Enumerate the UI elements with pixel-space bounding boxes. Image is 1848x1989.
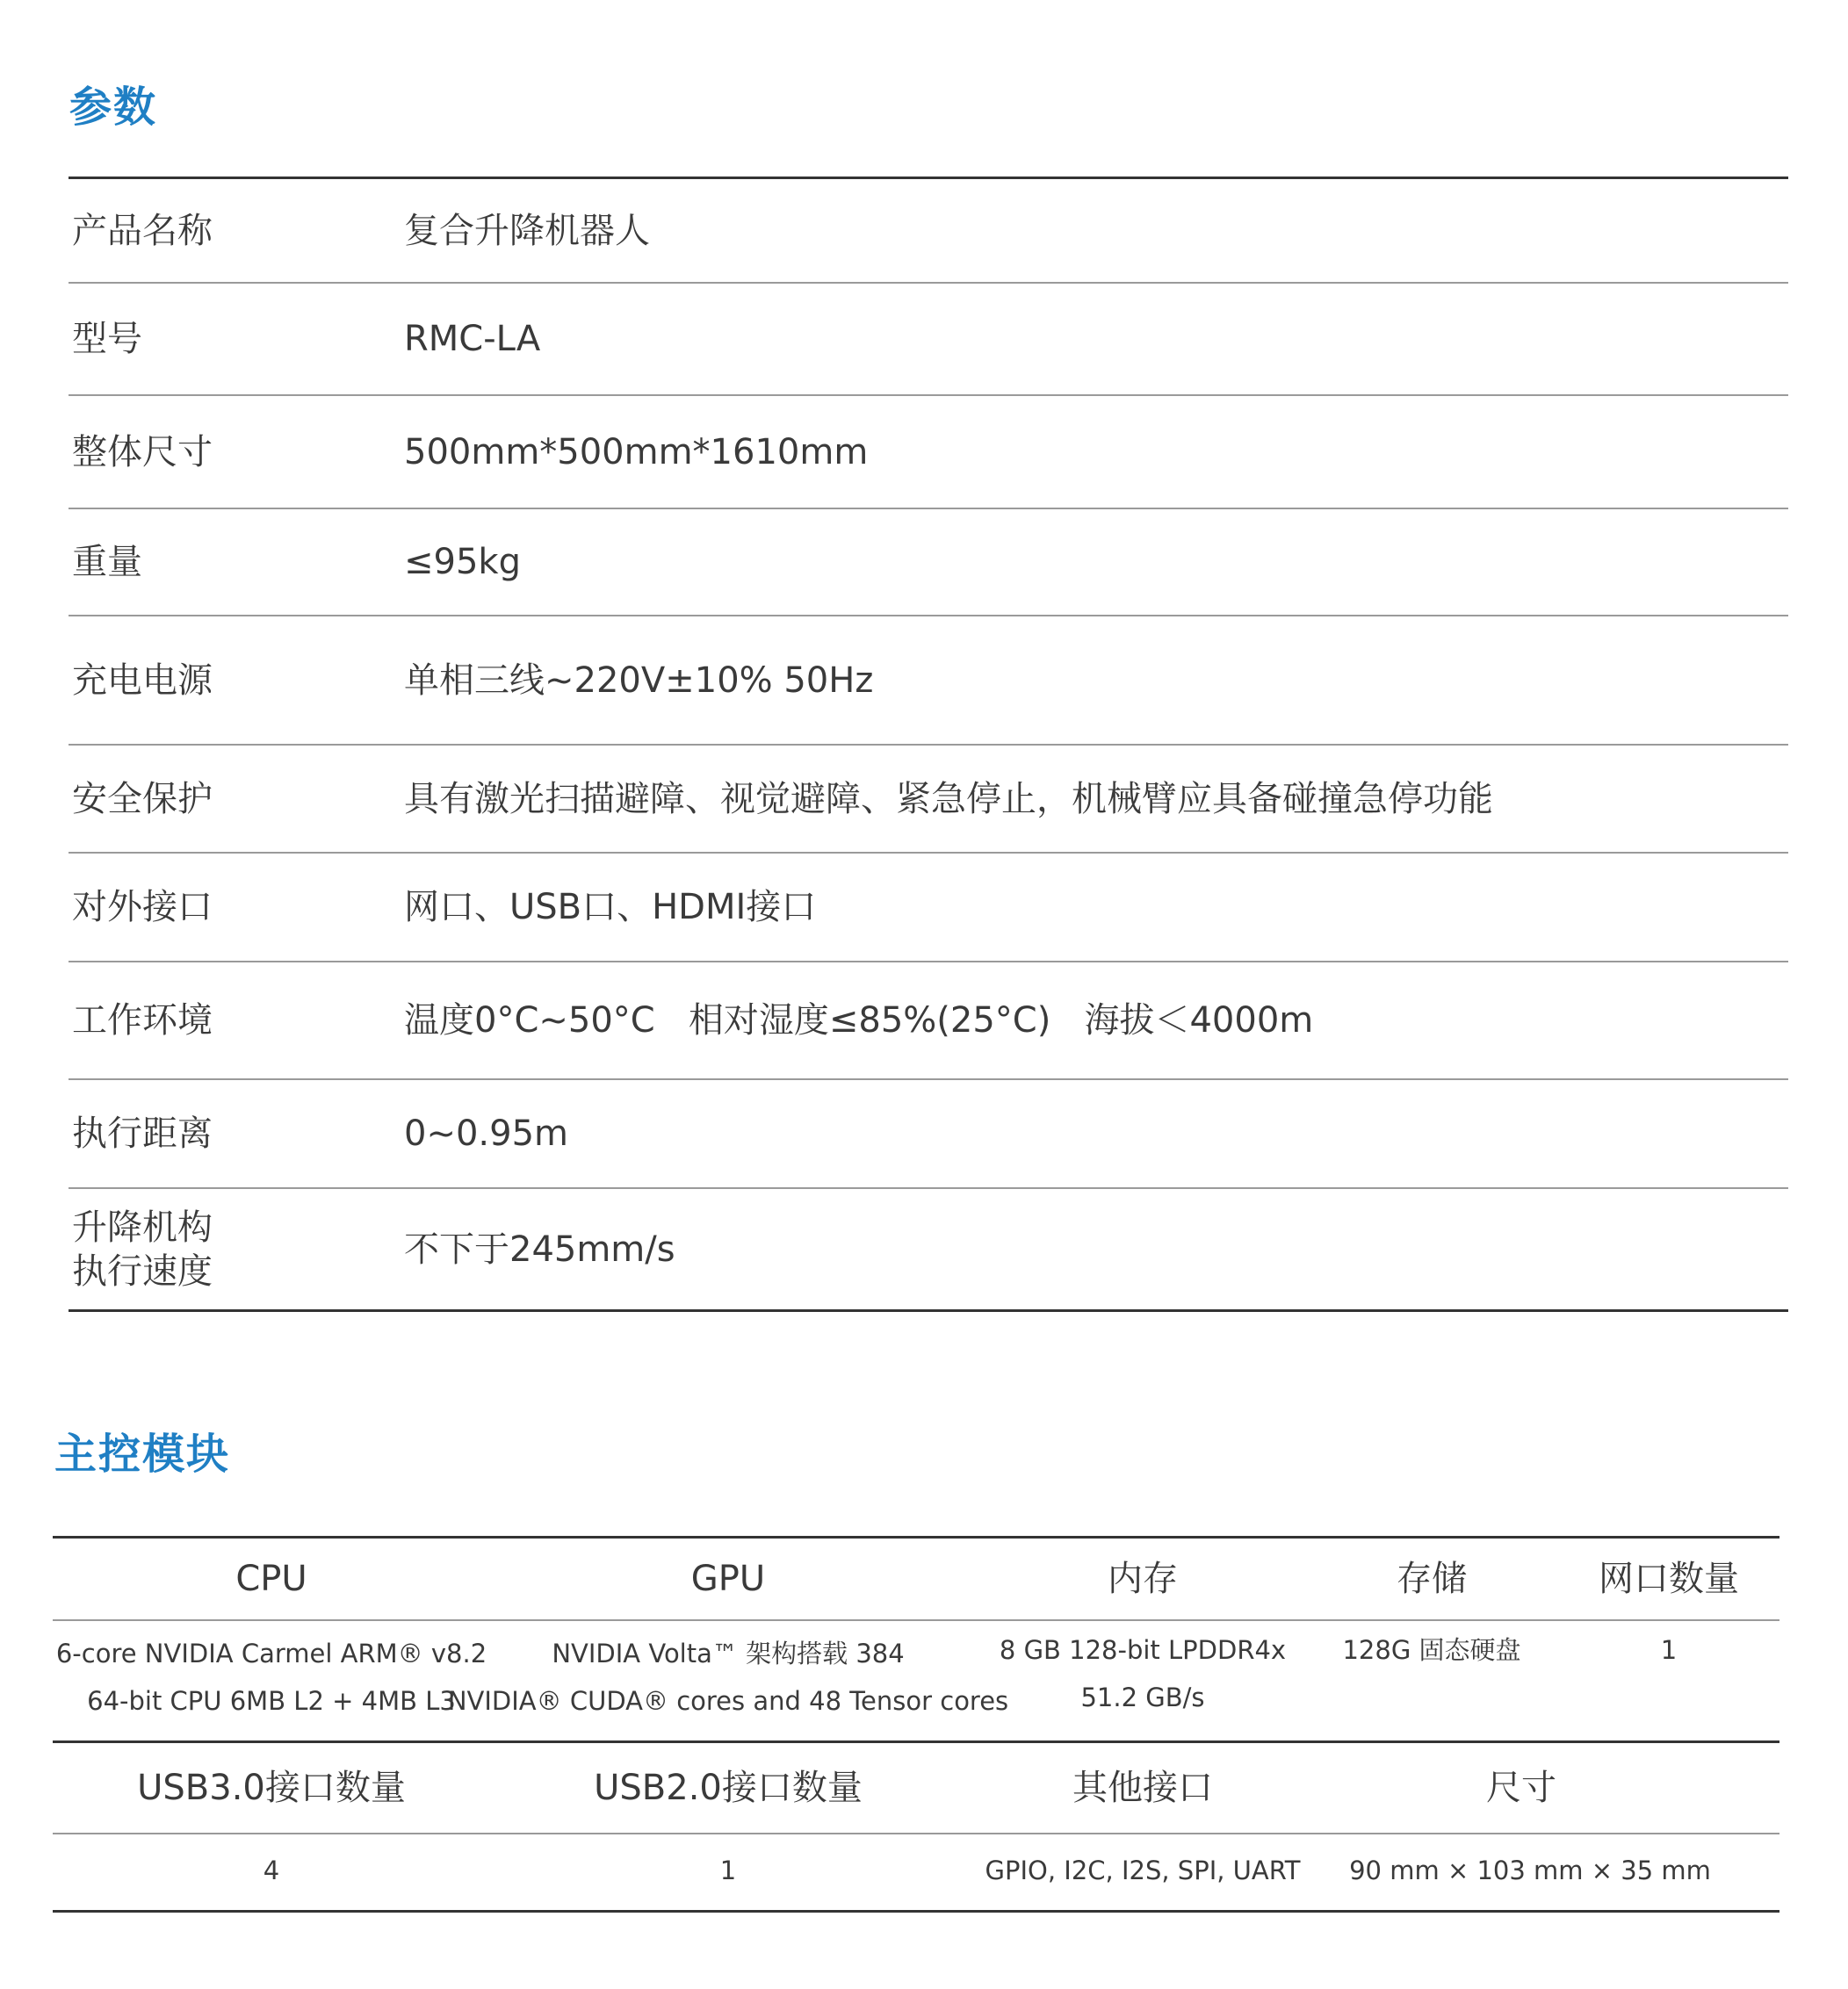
- spec-label-line: 执行速度: [72, 1250, 213, 1292]
- spec-label-line: 升降机构: [72, 1207, 213, 1248]
- spec-value: 网口、USB口、HDMI接口: [404, 887, 817, 927]
- spec-row-model: [69, 284, 1788, 396]
- cell-storage: [1342, 1626, 1520, 1674]
- cell-line: 1: [1660, 1635, 1678, 1665]
- module-table-1-header: [53, 1539, 1779, 1621]
- cell-usb2-count: 1: [719, 1856, 737, 1885]
- module-table-2-header: [53, 1743, 1779, 1834]
- module-table-2: [53, 1740, 1779, 1913]
- cell-memory: [1000, 1626, 1286, 1721]
- header-storage: 存储: [1397, 1559, 1467, 1599]
- header-gpu: GPU: [690, 1559, 766, 1599]
- header-usb2-count: USB2.0接口数量: [594, 1768, 863, 1808]
- spec-row-safety: [69, 746, 1788, 854]
- cell-ethernet-count: [1661, 1626, 1677, 1674]
- spec-label: 充电电源: [72, 659, 213, 701]
- cell-line: 51.2 GB/s: [1080, 1683, 1205, 1712]
- spec-value: 不下于245mm/s: [404, 1229, 675, 1270]
- spec-label: 产品名称: [72, 210, 213, 251]
- cell-line: NVIDIA® CUDA® cores and 48 Tensor cores: [447, 1686, 1009, 1716]
- header-cpu: CPU: [235, 1559, 307, 1599]
- cell-line: 128G 固态硬盘: [1342, 1635, 1521, 1665]
- cell-line: 6-core NVIDIA Carmel ARM® v8.2: [55, 1639, 487, 1668]
- spec-label: 整体尺寸: [72, 431, 213, 472]
- cell-other-interfaces: GPIO, I2C, I2S, SPI, UART: [985, 1856, 1301, 1885]
- params-section-title: 参数: [69, 83, 158, 132]
- module-table-1-body: [53, 1621, 1779, 1741]
- spec-value: 500mm*500mm*1610mm: [404, 431, 869, 472]
- cell-line: 64-bit CPU 6MB L2 + 4MB L3: [87, 1686, 456, 1716]
- header-memory: 内存: [1108, 1559, 1178, 1599]
- spec-value: 单相三线~220V±10% 50Hz: [404, 659, 874, 701]
- spec-label: [72, 1206, 371, 1294]
- spec-row-dimensions: [69, 396, 1788, 509]
- header-usb3-count: USB3.0接口数量: [137, 1768, 406, 1808]
- cell-usb3-count: 4: [263, 1856, 280, 1885]
- spec-value: RMC-LA: [404, 319, 541, 359]
- spec-value: 复合升降机器人: [404, 210, 650, 251]
- spec-value: ≤95kg: [404, 542, 521, 582]
- spec-value: 0~0.95m: [404, 1113, 568, 1154]
- spec-value: 温度0°C~50°C 相对湿度≤85%(25°C) 海拔＜4000m: [404, 1000, 1314, 1041]
- spec-label: 工作环境: [72, 1000, 213, 1041]
- cell-line: 8 GB 128-bit LPDDR4x: [999, 1635, 1287, 1665]
- cell-gpu: [448, 1630, 1008, 1725]
- spec-label: 对外接口: [72, 887, 213, 927]
- spec-row-power: [69, 616, 1788, 746]
- spec-row-weight: [69, 509, 1788, 616]
- spec-label: 执行距离: [72, 1113, 213, 1154]
- spec-label: 安全保护: [72, 778, 213, 819]
- spec-value: 具有激光扫描避障、视觉避障、紧急停止，机械臂应具备碰撞急停功能: [404, 778, 1493, 819]
- spec-row-interfaces: [69, 854, 1788, 962]
- cell-cpu: [56, 1630, 487, 1725]
- spec-label: 重量: [72, 542, 142, 582]
- spec-label: 型号: [72, 319, 142, 359]
- cell-size: 90 mm × 103 mm × 35 mm: [1349, 1856, 1711, 1885]
- header-other-interfaces: 其他接口: [1072, 1768, 1213, 1808]
- module-table-1: [53, 1536, 1779, 1741]
- spec-row-product-name: [69, 179, 1788, 284]
- spec-row-reach: [69, 1080, 1788, 1189]
- header-ethernet-count: 网口数量: [1599, 1559, 1739, 1599]
- module-table-2-body: [53, 1834, 1779, 1910]
- params-table: [69, 177, 1788, 1312]
- cell-line: NVIDIA Volta™ 架构搭载 384: [552, 1639, 905, 1668]
- header-size: 尺寸: [1486, 1768, 1556, 1808]
- spec-row-lift-speed: [69, 1189, 1788, 1309]
- spec-row-environment: [69, 962, 1788, 1080]
- module-section-title: 主控模块: [54, 1430, 231, 1479]
